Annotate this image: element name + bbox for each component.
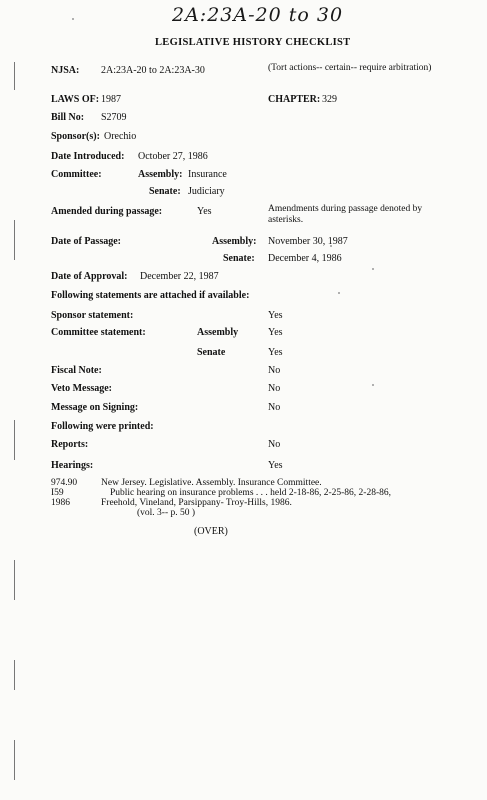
- amended-label: Amended during passage:: [51, 206, 163, 217]
- page-title: LEGISLATIVE HISTORY CHECKLIST: [155, 37, 351, 48]
- citation-line: New Jersey. Legislative. Assembly. Insurance Committee.: [101, 478, 322, 488]
- hearings-value: Yes: [268, 460, 283, 471]
- passage-assembly-label: Assembly:: [212, 236, 257, 247]
- fiscal-note-value: No: [268, 365, 281, 376]
- sponsors-value: Orechio: [104, 131, 137, 142]
- committee-statement-senate-value: Yes: [268, 347, 283, 358]
- citation-line: Public hearing on insurance problems . . . held 2-18-86, 2-25-86, 2-28-86,: [110, 488, 391, 498]
- date-introduced-label: Date Introduced:: [51, 151, 125, 162]
- amended-value: Yes: [197, 206, 212, 217]
- citation-line: Freehold, Vineland, Parsippany- Troy-Hills, 1986.: [101, 498, 292, 508]
- bill-no-value: S2709: [101, 112, 127, 123]
- scan-speck: [72, 18, 74, 20]
- date-of-passage-label: Date of Passage:: [51, 236, 121, 247]
- margin-mark: [14, 740, 15, 780]
- passage-assembly-value: November 30, 1987: [268, 236, 348, 247]
- amended-note: Amendments during passage denoted by asterisks.: [268, 204, 423, 225]
- njsa-label: NJSA:: [51, 65, 80, 76]
- call-number-line: 974.90: [51, 478, 78, 488]
- chapter-label: CHAPTER:: [268, 94, 321, 105]
- chapter-value: 329: [322, 94, 337, 105]
- sponsor-statement-value: Yes: [268, 310, 283, 321]
- sponsors-label: Sponsor(s):: [51, 131, 100, 142]
- over-indicator: (OVER): [194, 526, 228, 537]
- committee-statement-label: Committee statement:: [51, 327, 146, 338]
- committee-statement-assembly-label: Assembly: [197, 327, 239, 338]
- printed-heading: Following were printed:: [51, 421, 154, 432]
- passage-senate-value: December 4, 1986: [268, 253, 342, 264]
- call-number-line: I59: [51, 488, 64, 498]
- fiscal-note-label: Fiscal Note:: [51, 365, 102, 376]
- veto-message-label: Veto Message:: [51, 383, 113, 394]
- laws-of-label: LAWS OF:: [51, 94, 100, 105]
- committee-statement-assembly-value: Yes: [268, 327, 283, 338]
- committee-assembly-value: Insurance: [188, 169, 227, 180]
- njsa-value: 2A:23A-20 to 2A:23A-30: [101, 65, 205, 76]
- committee-statement-senate-label: Senate: [197, 347, 226, 358]
- margin-mark: [14, 660, 15, 690]
- veto-message-value: No: [268, 383, 281, 394]
- passage-senate-label: Senate:: [223, 253, 255, 264]
- bill-no-label: Bill No:: [51, 112, 85, 123]
- attached-heading: Following statements are attached if available:: [51, 290, 250, 301]
- scan-speck: [338, 292, 340, 294]
- reports-value: No: [268, 439, 281, 450]
- scan-speck: [372, 268, 374, 270]
- margin-mark: [14, 420, 15, 460]
- call-number-line: 1986: [51, 498, 70, 508]
- committee-label: Committee:: [51, 169, 102, 180]
- hearings-label: Hearings:: [51, 460, 94, 471]
- scan-speck: [372, 384, 374, 386]
- njsa-note: (Tort actions-- certain-- require arbitration): [268, 63, 432, 73]
- message-on-signing-label: Message on Signing:: [51, 402, 139, 413]
- laws-of-value: 1987: [101, 94, 121, 105]
- committee-senate-label: Senate:: [149, 186, 181, 197]
- date-introduced-value: October 27, 1986: [138, 151, 208, 162]
- date-of-approval-value: December 22, 1987: [140, 271, 219, 282]
- reports-label: Reports:: [51, 439, 89, 450]
- committee-senate-value: Judiciary: [188, 186, 225, 197]
- margin-mark: [14, 220, 15, 260]
- margin-mark: [14, 62, 15, 90]
- margin-mark: [14, 560, 15, 600]
- date-of-approval-label: Date of Approval:: [51, 271, 128, 282]
- committee-assembly-label: Assembly:: [138, 169, 183, 180]
- message-on-signing-value: No: [268, 402, 281, 413]
- citation-line: (vol. 3-- p. 50 ): [137, 508, 196, 518]
- handwritten-citation: 2A:23A-20 to 30: [172, 4, 344, 26]
- sponsor-statement-label: Sponsor statement:: [51, 310, 134, 321]
